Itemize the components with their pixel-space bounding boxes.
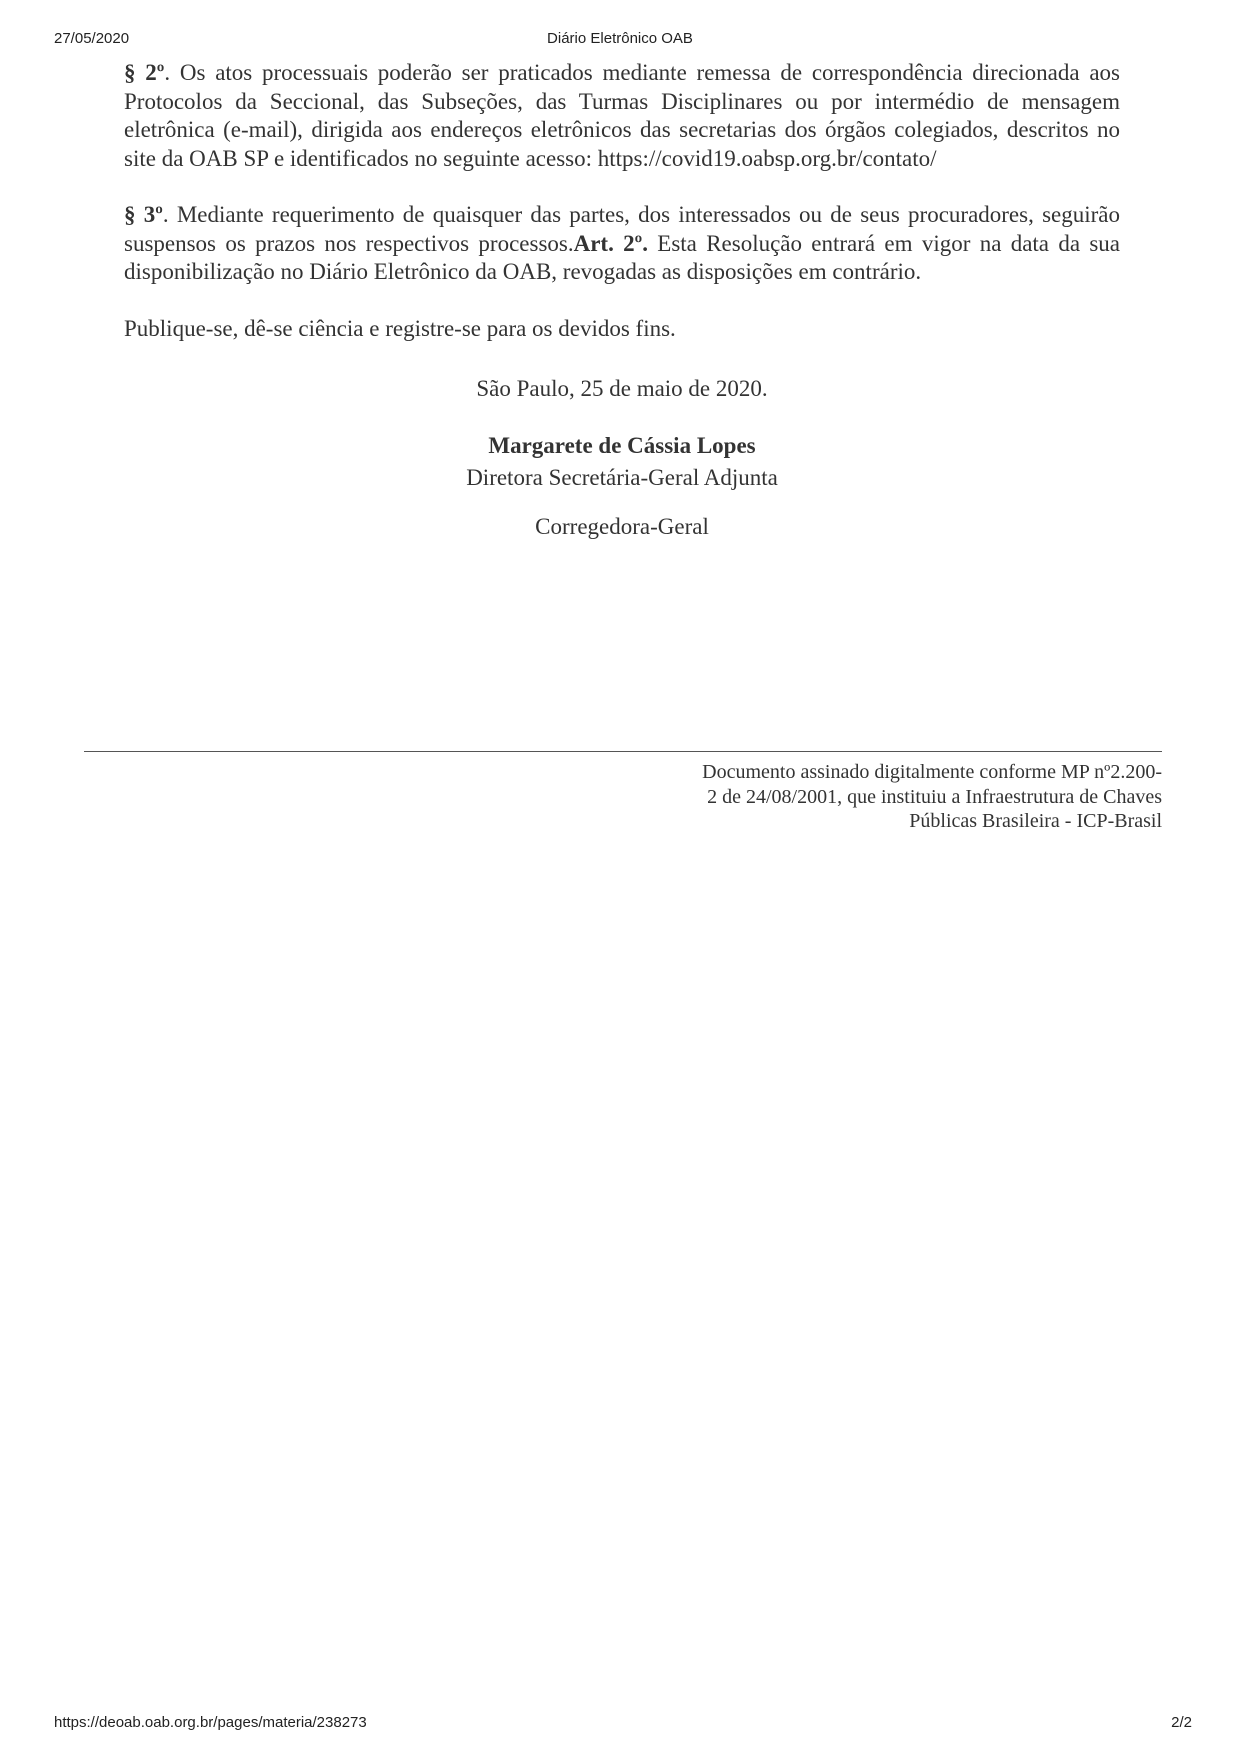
article-2-text: Esta Resolução entrará em vigor na data da sua disponibilização no Diário Eletrônico da OAB, revogadas as disposições em contrário. <box>124 230 1120 284</box>
paragraph-2-label: § 2º <box>124 60 165 85</box>
publication-order: Publique-se, dê-se ciência e registre-se para os devidos fins. <box>124 315 676 341</box>
signer-role: Diretora Secretária-Geral Adjunta <box>466 465 778 490</box>
paragraph-2 <box>124 59 1120 173</box>
print-header-date: 27/05/2020 <box>54 30 130 47</box>
paragraph-3 <box>124 201 1120 287</box>
digital-signature-line-2: 2 de 24/08/2001, que instituiu a Infraestrutura de Chaves <box>707 785 1162 808</box>
print-footer-page-number: 2/2 <box>1171 1714 1192 1731</box>
digital-signature-line-3: Públicas Brasileira - ICP-Brasil <box>909 810 1162 832</box>
place-and-date: São Paulo, 25 de maio de 2020. <box>476 376 768 401</box>
print-footer-url: https://deoab.oab.org.br/pages/materia/238273 <box>54 1714 367 1731</box>
signature-divider <box>84 751 1162 752</box>
paragraph-3-label: § 3º <box>124 202 163 227</box>
paragraph-3-text: . Mediante requerimento de quaisquer das partes, dos interessados ou de seus procuradores, seguirão suspensos os prazos nos respectivos processos. <box>124 202 1120 256</box>
digital-signature-line-1: Documento assinado digitalmente conforme MP nº2.200- <box>702 761 1162 783</box>
signer-role-secondary: Corregedora-Geral <box>535 513 709 539</box>
signer-name: Margarete de Cássia Lopes <box>488 432 756 458</box>
print-header-title: Diário Eletrônico OAB <box>547 30 693 47</box>
document-body <box>124 59 1120 541</box>
article-2-label: Art. 2º. <box>573 230 648 256</box>
paragraph-2-text: . Os atos processuais poderão ser praticados mediante remessa de correspondência direcionada aos Protocolos da Seccional, das Subseções, das Turmas Disciplinares ou por intermédio de mensagem eletrônica (e-mail), dirigida aos endereços eletrônicos das secretarias dos órgãos colegiados, descritos no site da OAB SP e identificados no seguinte acesso: https://covid19.oabsp.org.br/contato/ <box>124 60 1121 171</box>
digital-signature-note <box>602 760 1162 834</box>
